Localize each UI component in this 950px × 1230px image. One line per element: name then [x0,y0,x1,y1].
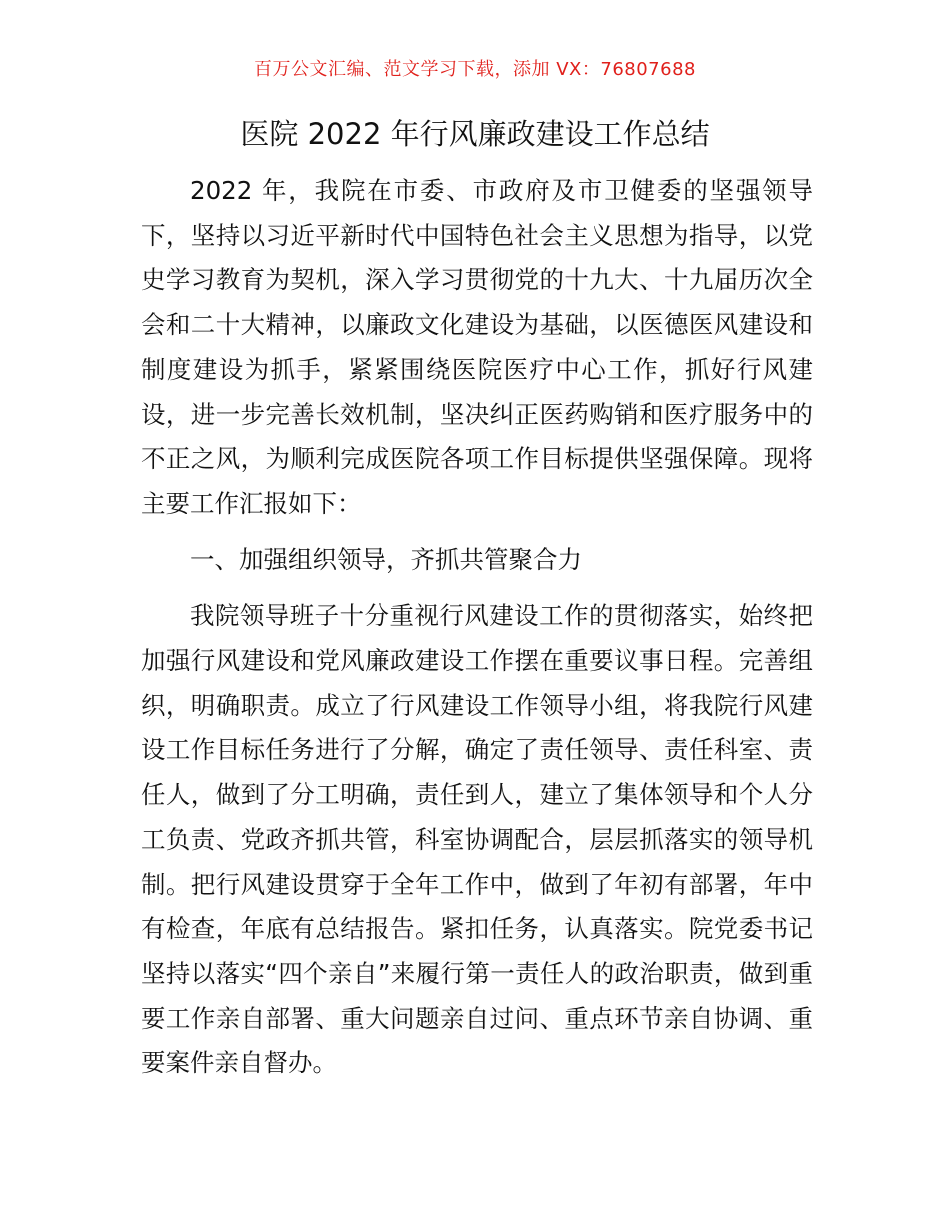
section-heading-1: 一、加强组织领导，齐抓共管聚合力 [190,544,582,574]
document-title: 医院 2022 年行风廉政建设工作总结 [240,117,710,151]
section-1-paragraph: 我院领导班子十分重视行风建设工作的贯彻落实，始终把加强行风建设和党风廉政建设工作摆在重要议事日程。完善组织，明确职责。成立了行风建设工作领导小组，将我院行风建设工作目标任务进行了分解，确定了责任领导、责任科室、责任人，做到了分工明确，责任到人，建立了集体领导和个人分工负责、党政齐抓共管，科室协调配合，层层抓落实的领导机制。把行风建设贯穿于全年工作中，做到了年初有部署，年中有检查，年底有总结报告。紧扣任务，认真落实。院党委书记坚持以落实“四个亲自”来履行第一责任人的政治职责，做到重要工作亲自部署、重大问题亲自过问、重点环节亲自协调、重要案件亲自督办。 [141,601,813,1078]
intro-paragraph: 2022 年，我院在市委、市政府及市卫健委的坚强领导下，坚持以习近平新时代中国特色社会主义思想为指导，以党史学习教育为契机，深入学习贯彻党的十九大、十九届历次全会和二十大精神，以廉政文化建设为基础，以医德医风建设和制度建设为抓手，紧紧围绕医院医疗中心工作，抓好行风建设，进一步完善长效机制，坚决纠正医药购销和医疗服务中的不正之风，为顺利完成医院各项工作目标提供坚强保障。现将主要工作汇报如下： [141,176,813,518]
document-body [141,169,813,1097]
header-watermark-note: 百万公文汇编、范文学习下载，添加 VX：76807688 [254,59,696,80]
